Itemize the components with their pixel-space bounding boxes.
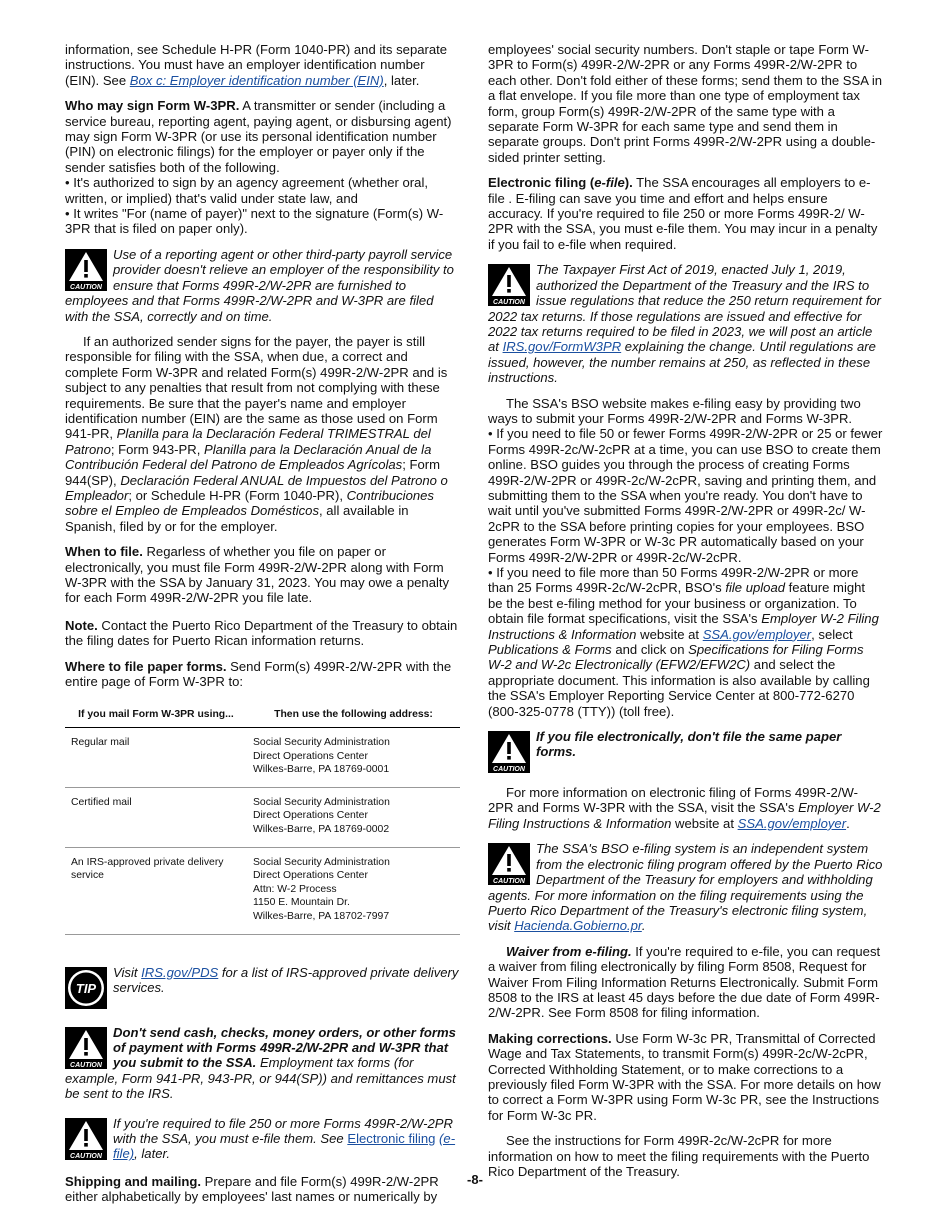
caution-icon (65, 249, 107, 291)
paragraph-intro: information, see Schedule H-PR (Form 1040-PR) and its separate instructions. You must have an employer identification number (EIN). See Box c: Employer identification number (EIN), later. (65, 42, 448, 88)
form-w3pr-link[interactable]: IRS.gov/FormW3PR (502, 339, 622, 355)
caution-note: CAUTION The SSA's BSO e-filing system is an independent system from the electronic filing program offered by the Puerto Rico Department of the Treasury for employers and withholding agents. For more information on the filing requirements using the Puerto Rico Department of the Treasury's electronic filing system, visit Hacienda.Gobierno.pr. (488, 841, 883, 934)
mail-method-cell: Certified mail (65, 787, 247, 847)
address-cell: Social Security Administration Direct Operations Center Wilkes-Barre, PA 18769-0001 (247, 728, 460, 788)
ssa-employer-link[interactable]: SSA.gov/employer (737, 815, 847, 831)
who-may-sign-section: Who may sign Form W-3PR. A transmitter or sender (including a service bureau, reporting agent, paying agent, or disbursing agent) may sign Form W-3PR (or use its personal identification number (PIN) on electronic filings) for the employer or payer only if the sender satisfies both of the following. • It's authorized to sign by an agency agreement (whether oral, written, or implied) that's valid under state law, and • It writes "For (name of payer)" next to the signature (Form(s) W-3PR that is filed on paper only). (65, 98, 460, 237)
caution-icon (488, 731, 530, 773)
section-heading: Waiver from e-filing. (506, 943, 632, 959)
left-column (65, 42, 460, 1215)
electronic-filing-link[interactable]: Electronic filing (347, 1131, 436, 1146)
right-column (488, 42, 883, 1189)
more-info-paragraph: For more information on electronic filing of Forms 499R-2/W-2PR and Forms W-3PR with the SSA, visit the SSA's Employer W-2 Filing Instructions & Information website at SSA.gov/employer. (488, 785, 881, 831)
table-row (65, 787, 460, 847)
svg-text:TIP: TIP (75, 980, 97, 996)
bullet-item: • It writes "For (name of payer)" next to the signature (Form(s) W-3PR that is filed on paper only). (65, 206, 444, 237)
section-heading: Making corrections. (488, 1030, 612, 1046)
caution-note: CAUTION Use of a reporting agent or other third-party payroll service provider doesn't relieve an employer of the responsibility to ensure that Forms 499R-2/W-2PR are furnished to employees and that Forms 499R-2/W-2PR and W-3PR are filed with the SSA, correctly and on time. (65, 246, 454, 324)
caution-note: CAUTION If you file electronically, don't file the same paper forms. (488, 729, 883, 775)
bullet-item: • It's authorized to sign by an agency agreement (whether oral, written, or implied) that's valid under state law, and (65, 175, 428, 206)
svg-text:CAUTION: CAUTION (70, 1152, 102, 1160)
caution-icon (488, 843, 530, 885)
mail-method-cell: Regular mail (65, 728, 247, 788)
table-header-row (65, 705, 460, 727)
mailing-address-table (65, 705, 460, 934)
svg-text:CAUTION: CAUTION (70, 1061, 102, 1069)
svg-text:CAUTION: CAUTION (493, 766, 525, 774)
mail-method-cell: An IRS-approved private delivery service (65, 847, 247, 934)
pds-link[interactable]: IRS.gov/PDS (141, 964, 219, 980)
page-number: -8- (467, 1172, 483, 1187)
section-heading: Electronic filing (e-file). (488, 175, 633, 191)
hacienda-link[interactable]: Hacienda.Gobierno.pr (514, 918, 642, 934)
corrections-section: Making corrections. Use Form W-3c PR, Transmittal of Corrected Wage and Tax Statements, to transmit Form(s) 499R-2c/W-2cPR, Corrected Withholding Statement, or to make corrections to a previously filed Form W-3PR with the SSA. For more details on how to correct a Form W-3PR using Form W-3c PR, see the Instructions for Form W-3c PR. (488, 1030, 881, 1123)
section-heading: Who may sign Form W-3PR. (65, 98, 240, 114)
caution-icon (65, 1027, 107, 1069)
table-header-method: If you mail Form W-3PR using... (65, 705, 247, 727)
note-section: Note. Contact the Puerto Rico Department of the Treasury to obtain the filing dates for Puerto Rican information returns. (65, 617, 458, 649)
ssa-employer-link[interactable]: SSA.gov/employer (702, 626, 812, 642)
svg-text:CAUTION: CAUTION (70, 283, 102, 291)
e-file-link[interactable]: (e-file) (113, 1131, 456, 1162)
when-to-file-section: When to file. Regarless of whether you file on paper or electronically, you must file Form 499R-2/W-2PR along with Form W-3PR with the SSA by January 31, 2023. You may owe a penalty for each Form 499R-2/W-2PR you file late. (65, 544, 450, 606)
final-paragraph: See the instructions for Form 499R-2c/W-2cPR for more information on how to meet the filing requirements with the Puerto Rico Department of the Treasury. (488, 1133, 870, 1179)
waiver-section: Waiver from e-filing. If you're required to e-file, you can request a waiver from filing electronically by filing Form 8508, Request for Waiver From Filing Information Returns Electronically. Submit Form 8508 to the IRS at least 45 days before the due date of Form 499R-2/W-2PR. See Form 8508 for filing information. (488, 943, 881, 1021)
bso-section: The SSA's BSO website makes e-filing easy by providing two ways to submit your Forms 499R-2/W-2PR and Forms W-3PR. • If you need to file 50 or fewer Forms 499R-2/W-2PR or 25 or fewer Forms 499R-2c/W-2cPR at a time, you can use BSO to create them online. BSO guides you through the process of creating Forms 499R-2/W-2PR or 499R-2c/W-2cPR, saving and printing them, and submitting them to the SSA when you're ready. You don't have to wait until you've submitted Forms 499R-2/W-2PR or 499R-2c/ W-2cPR to the SSA before printing copies for your employees. BSO generates Form W-3PR or W-3c PR automatically based on your Forms 499R-2/W-2PR or 499R-2c/W-2cPR. • If you need to file more than 50 Forms 499R-2/W-2PR or more than 25 Forms 499R-2c/W-2cPR, BSO's file upload feature might be the best e-filing method for your business or organization. To obtain file format specifications, visit the SSA's Employer W-2 Filing Instructions & Information website at SSA.gov/employer, select Publications & Forms and click on Specifications for Filing Forms W-2 and W-2c Electronically (EFW2/EFW2C) and select the appropriate document. This information is also available by calling the SSA's Employer Reporting Service Center at 800-772-6270 (800-325-0778 (TTY)) (toll free). (488, 395, 883, 719)
svg-text:CAUTION: CAUTION (493, 878, 525, 886)
bullet-item: • If you need to file more than 50 Forms 499R-2/W-2PR or more than 25 Forms 499R-2c/W-2cPR, BSO's file upload feature might be the best e-filing method for your business or organization. To obtain file format specifications, visit the SSA's Employer W-2 Filing Instructions & Information website at SSA.gov/employer, select Publications & Forms and click on Specifications for Filing Forms W-2 and W-2c Electronically (EFW2/EFW2C) and select the appropriate document. This information is also available by calling the SSA's Employer Reporting Service Center at 800-772-6270 (800-325-0778 (TTY)) (toll free). (488, 565, 879, 719)
ein-box-link[interactable]: Box c: Employer identification number (EIN) (129, 72, 384, 88)
shipping-section: Shipping and mailing. Prepare and file Form(s) 499R-2/W-2PR either alphabetically by employees' last names or numerically by (65, 1173, 439, 1205)
bullet-item: • If you need to file 50 or fewer Forms 499R-2/W-2PR or 25 or fewer Forms 499R-2c/W-2cPR at a time, you can use BSO to create them online. BSO guides you through the process of creating Forms 499R-2/W-2PR or 499R-2c/W-2cPR, saving and printing them, and submitting them to the SSA when you're ready. You don't have to wait until you've submitted Forms 499R-2/W-2PR or 499R-2c/ W-2cPR to the SSA before printing copies for your employees. BSO generates Form W-3PR or W-3c PR automatically based on your Forms 499R-2/W-2PR or 499R-2c/W-2cPR. (488, 426, 883, 565)
section-heading: When to file. (65, 544, 143, 560)
table-row (65, 728, 460, 788)
caution-note: CAUTION The Taxpayer First Act of 2019, enacted July 1, 2019, authorized the Department of the Treasury and the IRS to issue regulations that reduce the 250 return requirement for 2022 tax returns. If those regulations are issued and effective for 2022 tax returns required to be filed in 2023, we will post an article at IRS.gov/FormW3PR explaining the change. Until regulations are issued, however, the number remains at 250, as reflected in these instructions. (488, 262, 882, 386)
address-cell: Social Security Administration Direct Operations Center Attn: W-2 Process 1150 E. Mountain Dr. Wilkes-Barre, PA 18702-7997 (247, 847, 460, 934)
where-to-file-section: Where to file paper forms. Send Form(s) 499R-2/W-2PR with the entire page of Form W-3PR to: (65, 658, 452, 690)
shipping-continued: employees' social security numbers. Don't staple or tape Form W-3PR to Form(s) 499R-2/W-2PR or any Forms 499R-2/W-2PR to each other. Don't fold either of these forms; send them to the SSA in a flat envelope. If you file more than one type of employment tax form, group Form(s) 499R-2/W-2PR of the same type with a separate Form W-3PR for each same type and send them in separate groups. Don't print Forms 499R-2/W-2PR using a double-sided printer setting. (488, 42, 883, 165)
section-heading: Note. (65, 617, 98, 633)
table-row (65, 847, 460, 934)
caution-note: CAUTION If you're required to file 250 or more Forms 499R-2/W-2PR with the SSA, you must e-file them. See Electronic filing (e-file), later. (65, 1116, 460, 1162)
caution-note: CAUTION Don't send cash, checks, money orders, or other forms of payment with Forms 499R-2/W-2PR and W-3PR that you submit to the SSA. Employment tax forms (for example, Form 941-PR, 943-PR, or 944(SP)) and remittances must be sent to the IRS. (65, 1024, 456, 1102)
tip-icon (65, 967, 107, 1009)
caution-icon (488, 264, 530, 306)
table-header-address: Then use the following address: (247, 705, 460, 727)
section-heading: Where to file paper forms. (65, 658, 227, 674)
tip-note: TIP Visit IRS.gov/PDS for a list of IRS-approved private delivery services. (65, 965, 460, 1011)
address-cell: Social Security Administration Direct Operations Center Wilkes-Barre, PA 18769-0002 (247, 787, 460, 847)
authorized-sender-paragraph: If an authorized sender signs for the payer, the payer is still responsible for filing with the SSA, when due, a correct and complete Form W-3PR and related Form(s) 499R-2/W-2PR and is subject to any penalties that result from not complying with these requirements. Be sure that the payer's name and employer identification number (EIN) are the same as those used on Form 941-PR, Planilla para la Declaración Federal TRIMESTRAL del Patrono; Form 943-PR, Planilla para la Declaración Anual de la Contribución Federal del Patrono de Empleados Agrícolas; Form 944(SP), Declaración Federal ANUAL de Impuestos del Patrono o Empleador; or Schedule H-PR (Form 1040-PR), Contribuciones sobre el Empleo de Empleados Domésticos, all available in Spanish, filed by or for the employer. (65, 333, 448, 534)
electronic-filing-section: Electronic filing (e-file). The SSA encourages all employers to e-file . E-filing can save you time and effort and helps ensure accuracy. If you're required to file 250 or more Forms 499R-2/ W-2PR with the SSA, you must e-file them. You may incur in a penalty if you fail to e-file when required. (488, 175, 878, 252)
section-heading: Shipping and mailing. (65, 1173, 202, 1189)
caution-icon (65, 1118, 107, 1160)
svg-text:CAUTION: CAUTION (493, 299, 525, 307)
